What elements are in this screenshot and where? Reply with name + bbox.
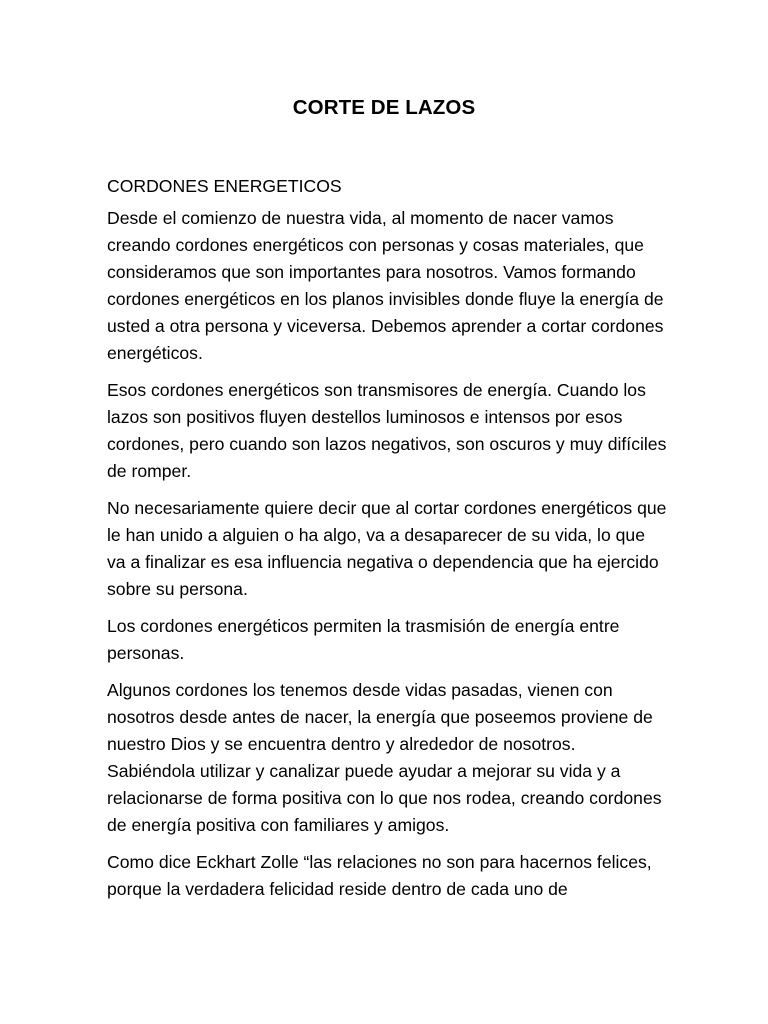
paragraph: Como dice Eckhart Zolle “las relaciones no son para hacernos felices, porque la verdadera felicidad reside dentro de cada uno de (107, 852, 652, 899)
paragraph: Algunos cordones los tenemos desde vidas pasadas, vienen con nosotros desde antes de nacer, la energía que poseemos proviene de nuestro Dios y se encuentra dentro y alrededor de nosotros. Sabiéndola utilizar y canalizar puede ayudar a mejorar su vida y a relacionarse de forma positiva con lo que nos rodea, creando cordones de energía positiva con familiares y amigos. (107, 680, 662, 835)
paragraph: Esos cordones energéticos son transmisores de energía. Cuando los lazos son positivos fluyen destellos luminosos e intensos por esos cordones, pero cuando son lazos negativos, son oscuros y muy difíciles de romper. (107, 380, 667, 481)
paragraph: No necesariamente quiere decir que al cortar cordones energéticos que le han unido a alguien o ha algo, va a desaparecer de su vida, lo que va a finalizar es esa influencia negativa o dependencia que ha ejercido sobre su persona. (107, 498, 667, 599)
document-title: CORTE DE LAZOS (292, 96, 476, 119)
paragraph: Los cordones energéticos permiten la trasmisión de energía entre personas. (107, 616, 620, 663)
paragraph: Desde el comienzo de nuestra vida, al momento de nacer vamos creando cordones energéticos con personas y cosas materiales, que consideramos que son importantes para nosotros. Vamos formando cordones energéticos en los planos invisibles donde fluye la energía de usted a otra persona y viceversa. Debemos aprender a cortar cordones energéticos. (107, 208, 664, 363)
section-heading: CORDONES ENERGETICOS (107, 176, 342, 196)
document-body (107, 173, 667, 913)
